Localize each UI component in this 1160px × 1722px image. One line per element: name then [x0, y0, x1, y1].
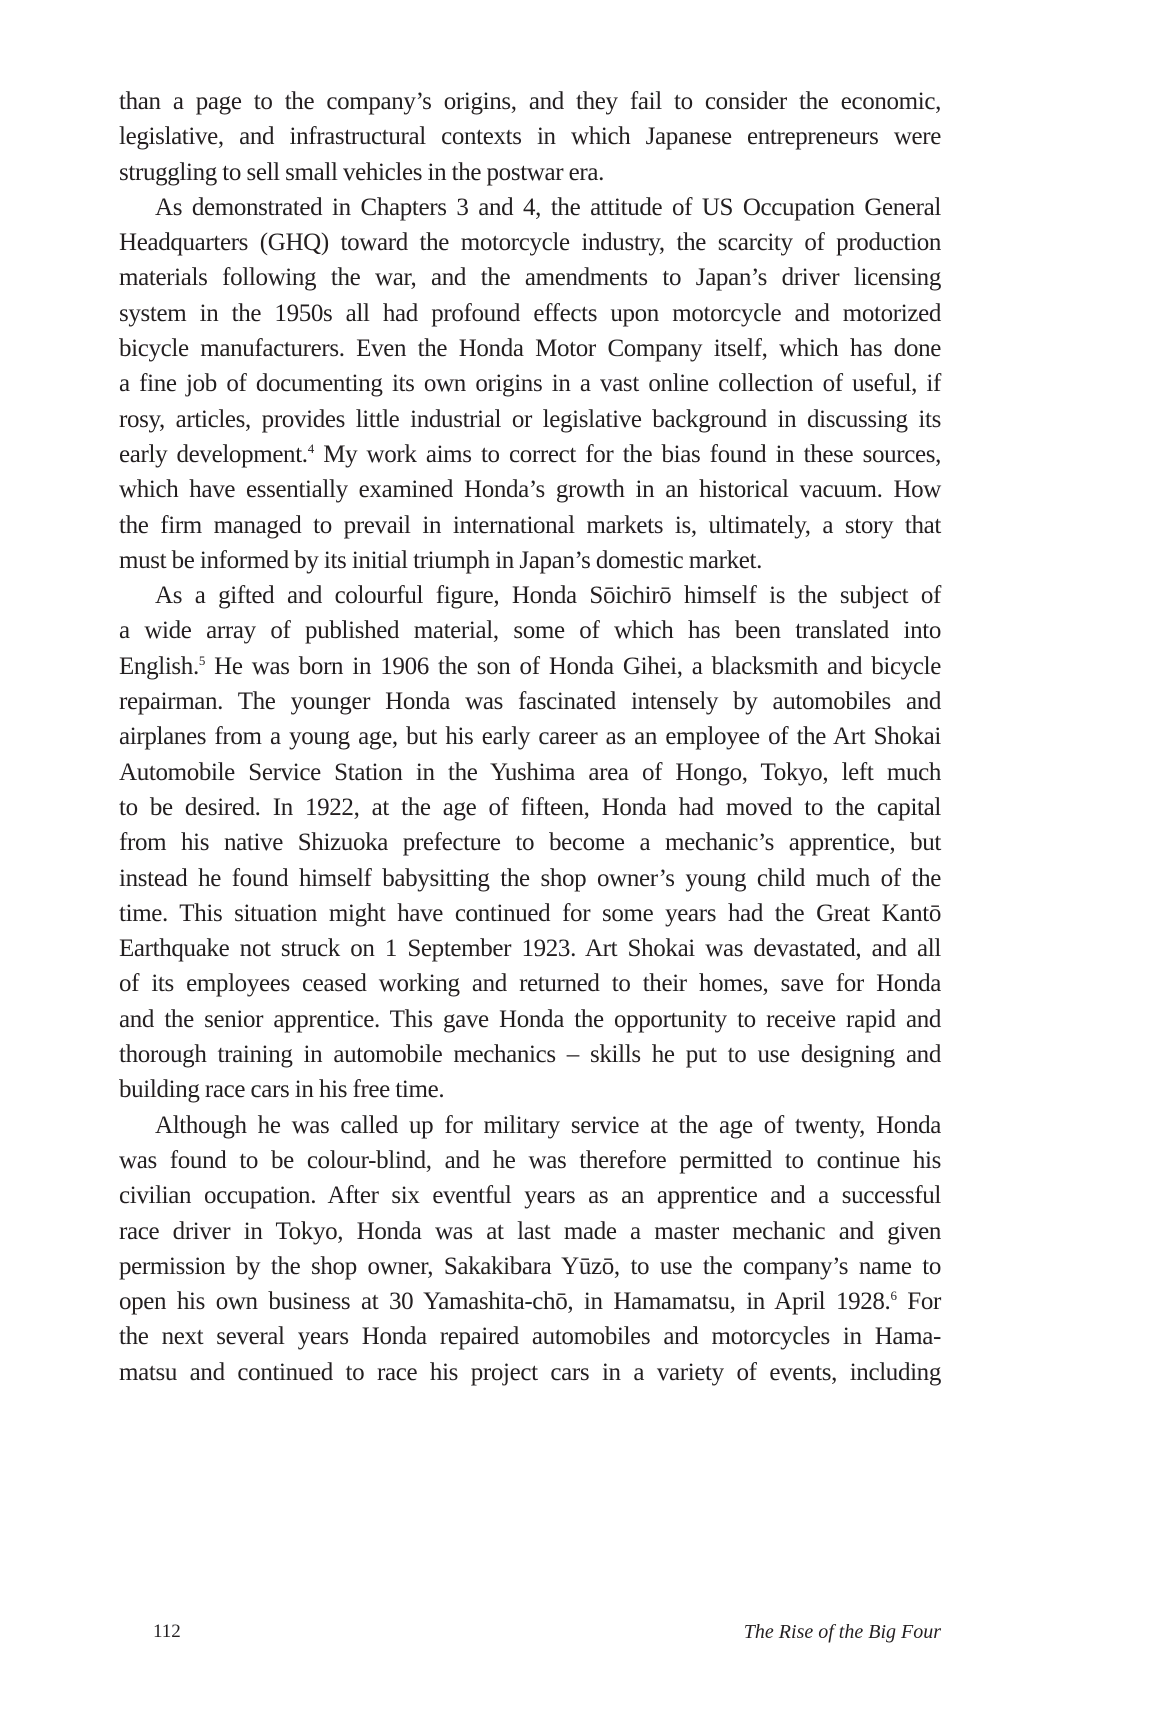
line-text: Earthquake not struck on 1 September 1923. Art Shokai was devastated, and all: [119, 935, 941, 963]
text-line: [119, 896, 941, 931]
line-text: than a page to the company’s origins, and they fail to consider the economic,: [119, 88, 941, 115]
body-text: [119, 84, 941, 1390]
line-text: civilian occupation. After six eventful years as an apprentice and a successful: [119, 1182, 941, 1210]
text-line: [119, 1214, 941, 1249]
footnote-marker[interactable]: 5: [198, 652, 205, 668]
line-text: Headquarters (GHQ) toward the motorcycle industry, the scarcity of production: [119, 229, 941, 257]
line-text-continued: For: [896, 1288, 941, 1316]
text-line: [119, 1002, 941, 1037]
line-text: thorough training in automobile mechanics – skills he put to use designing and: [119, 1041, 941, 1069]
text-line: [119, 1178, 941, 1213]
paragraph-first-line: [119, 578, 941, 613]
text-line: [119, 402, 941, 437]
line-text: which have essentially examined Honda’s growth in an historical vacuum. How: [119, 476, 941, 504]
page-footer: [119, 1617, 941, 1647]
text-line: [119, 790, 941, 825]
line-text: the firm managed to prevail in international markets is, ultimately, a story that: [119, 511, 941, 539]
line-text: early development.: [119, 440, 308, 468]
text-line: [119, 825, 941, 860]
line-text: struggling to sell small vehicles in the postwar era.: [119, 158, 604, 186]
footnote-marker[interactable]: 4: [307, 440, 314, 456]
text-line: [119, 437, 941, 472]
line-text: As demonstrated in Chapters 3 and 4, the attitude of US Occupation General: [155, 193, 941, 221]
running-title: The Rise of the Big Four: [743, 1621, 941, 1643]
text-line: [119, 1319, 941, 1354]
text-line: [119, 260, 941, 295]
paragraph-first-line: [119, 190, 941, 225]
text-line: [119, 861, 941, 896]
line-text: was found to be colour-blind, and he was therefore permitted to continue his: [119, 1146, 941, 1174]
line-text: Although he was called up for military service at the age of twenty, Honda: [155, 1111, 941, 1139]
text-line: [119, 472, 941, 507]
line-text-continued: He was born in 1906 the son of Honda Gihei, a blacksmith and bicycle: [205, 652, 941, 680]
text-line: [119, 508, 941, 543]
text-line: [119, 296, 941, 331]
text-line: [119, 543, 941, 578]
line-text: permission by the shop owner, Sakakibara Yūzō, to use the company’s name to: [119, 1252, 941, 1280]
line-text: and the senior apprentice. This gave Honda the opportunity to receive rapid and: [119, 1005, 941, 1033]
text-line: [119, 719, 941, 754]
paragraph-first-line: [119, 1108, 941, 1143]
line-text: As a gifted and colourful figure, Honda Sōichirō himself is the subject of: [155, 582, 941, 610]
text-line: [119, 225, 941, 260]
line-text: must be informed by its initial triumph in Japan’s domestic market.: [119, 546, 762, 574]
text-line: [119, 1143, 941, 1178]
line-text: airplanes from a young age, but his early career as an employee of the Art Shokai: [119, 723, 941, 751]
line-text: from his native Shizuoka prefecture to become a mechanic’s apprentice, but: [119, 829, 941, 857]
text-line: [119, 755, 941, 790]
text-line: [119, 331, 941, 366]
line-text: instead he found himself babysitting the shop owner’s young child much of the: [119, 864, 941, 892]
line-text: repairman. The younger Honda was fascinated intensely by automobiles and: [119, 688, 941, 716]
line-text: the next several years Honda repaired automobiles and motorcycles in Hama-: [119, 1323, 941, 1351]
text-line: [119, 966, 941, 1001]
line-text: materials following the war, and the amendments to Japan’s driver licensing: [119, 264, 941, 292]
line-text: English.: [119, 652, 199, 680]
line-text: matsu and continued to race his project cars in a variety of events, including: [119, 1358, 941, 1386]
line-text: open his own business at 30 Yamashita-chō, in Hamamatsu, in April 1928.: [119, 1288, 891, 1316]
line-text: race driver in Tokyo, Honda was at last made a master mechanic and given: [119, 1217, 941, 1245]
line-text: rosy, articles, provides little industrial or legislative background in discussing its: [119, 405, 941, 433]
line-text: time. This situation might have continued for some years had the Great Kantō: [119, 899, 941, 927]
line-text: a fine job of documenting its own origins in a vast online collection of useful, if: [119, 370, 941, 398]
text-line: [119, 1037, 941, 1072]
line-text: bicycle manufacturers. Even the Honda Motor Company itself, which has done: [119, 335, 941, 363]
line-text: building race cars in his free time.: [119, 1076, 445, 1104]
text-line: [119, 84, 941, 119]
text-line: [119, 1072, 941, 1107]
line-text: a wide array of published material, some of which has been translated into: [119, 617, 941, 645]
text-line: [119, 119, 941, 154]
text-line: [119, 1249, 941, 1284]
text-line: [119, 155, 941, 190]
line-text: legislative, and infrastructural contexts in which Japanese entrepreneurs were: [119, 123, 941, 151]
text-line: [119, 684, 941, 719]
footnote-marker[interactable]: 6: [890, 1288, 897, 1304]
line-text: to be desired. In 1922, at the age of fifteen, Honda had moved to the capital: [119, 793, 941, 821]
line-text: of its employees ceased working and returned to their homes, save for Honda: [119, 970, 941, 998]
text-line: [119, 931, 941, 966]
page-number: 112: [153, 1621, 181, 1642]
text-line: [119, 1284, 941, 1319]
text-line: [119, 366, 941, 401]
text-line: [119, 649, 941, 684]
line-text: system in the 1950s all had profound effects upon motorcycle and motorized: [119, 299, 941, 327]
text-line: [119, 613, 941, 648]
line-text: Automobile Service Station in the Yushima area of Hongo, Tokyo, left much: [119, 758, 941, 786]
line-text-continued: My work aims to correct for the bias found in these sources,: [313, 440, 941, 468]
text-line: [119, 1355, 941, 1390]
